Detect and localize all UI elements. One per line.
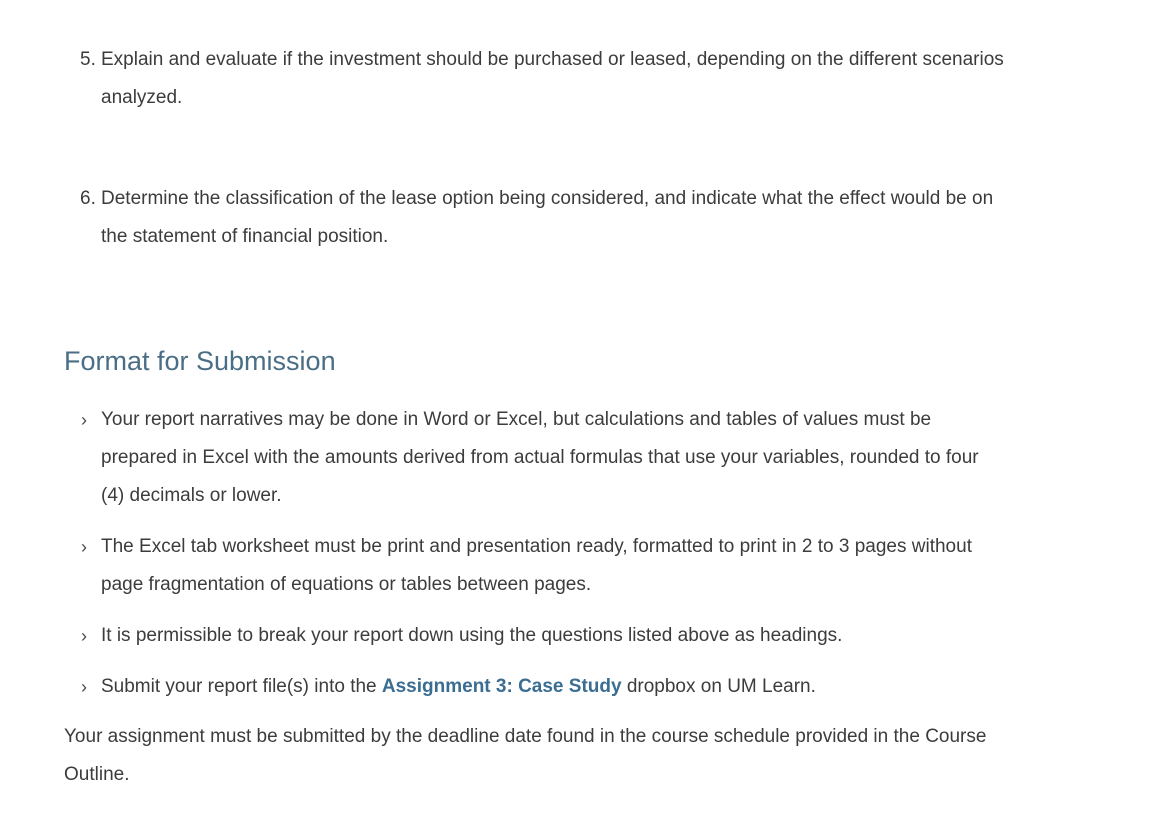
section-heading: Format for Submission xyxy=(64,346,336,376)
list-item-text-after: dropbox on UM Learn. xyxy=(621,676,816,697)
list-item-text: The Excel tab worksheet must be print and presentation ready, formatted to print in 2 to 3 pages without page fragmentation of equations or tables between pages. xyxy=(101,536,972,595)
closing-paragraph: Your assignment must be submitted by the deadline date found in the course schedule provided in the Course Outline. xyxy=(64,726,987,785)
page-content xyxy=(64,41,1004,794)
question-number: 6. xyxy=(80,188,96,209)
list-item-text: It is permissible to break your report down using the questions listed above as headings. xyxy=(101,625,843,646)
question-item-5 xyxy=(64,41,1004,117)
chevron-right-icon: › xyxy=(81,677,87,697)
list-item xyxy=(64,401,1004,515)
submission-format-list xyxy=(64,401,1004,706)
chevron-right-icon: › xyxy=(81,626,87,646)
list-item-text-before: Submit your report file(s) into the xyxy=(101,676,382,697)
assignment-link[interactable]: Assignment 3: Case Study xyxy=(381,676,622,697)
question-item-6 xyxy=(64,180,1004,256)
list-item xyxy=(64,528,1004,604)
question-number: 5. xyxy=(80,49,96,70)
chevron-right-icon: › xyxy=(81,537,87,557)
list-item-text: Your report narratives may be done in Word or Excel, but calculations and tables of values must be prepared in Excel with the amounts derived from actual formulas that use your variables, rounded to four (4) decimals or lower. xyxy=(101,409,979,506)
list-item xyxy=(64,668,1004,706)
chevron-right-icon: › xyxy=(81,410,87,430)
list-item xyxy=(64,617,1004,655)
question-text: Determine the classification of the lease option being considered, and indicate what the effect would be on the statement of financial position. xyxy=(101,188,994,247)
question-text: Explain and evaluate if the investment should be purchased or leased, depending on the different scenarios analyzed. xyxy=(101,49,1004,108)
